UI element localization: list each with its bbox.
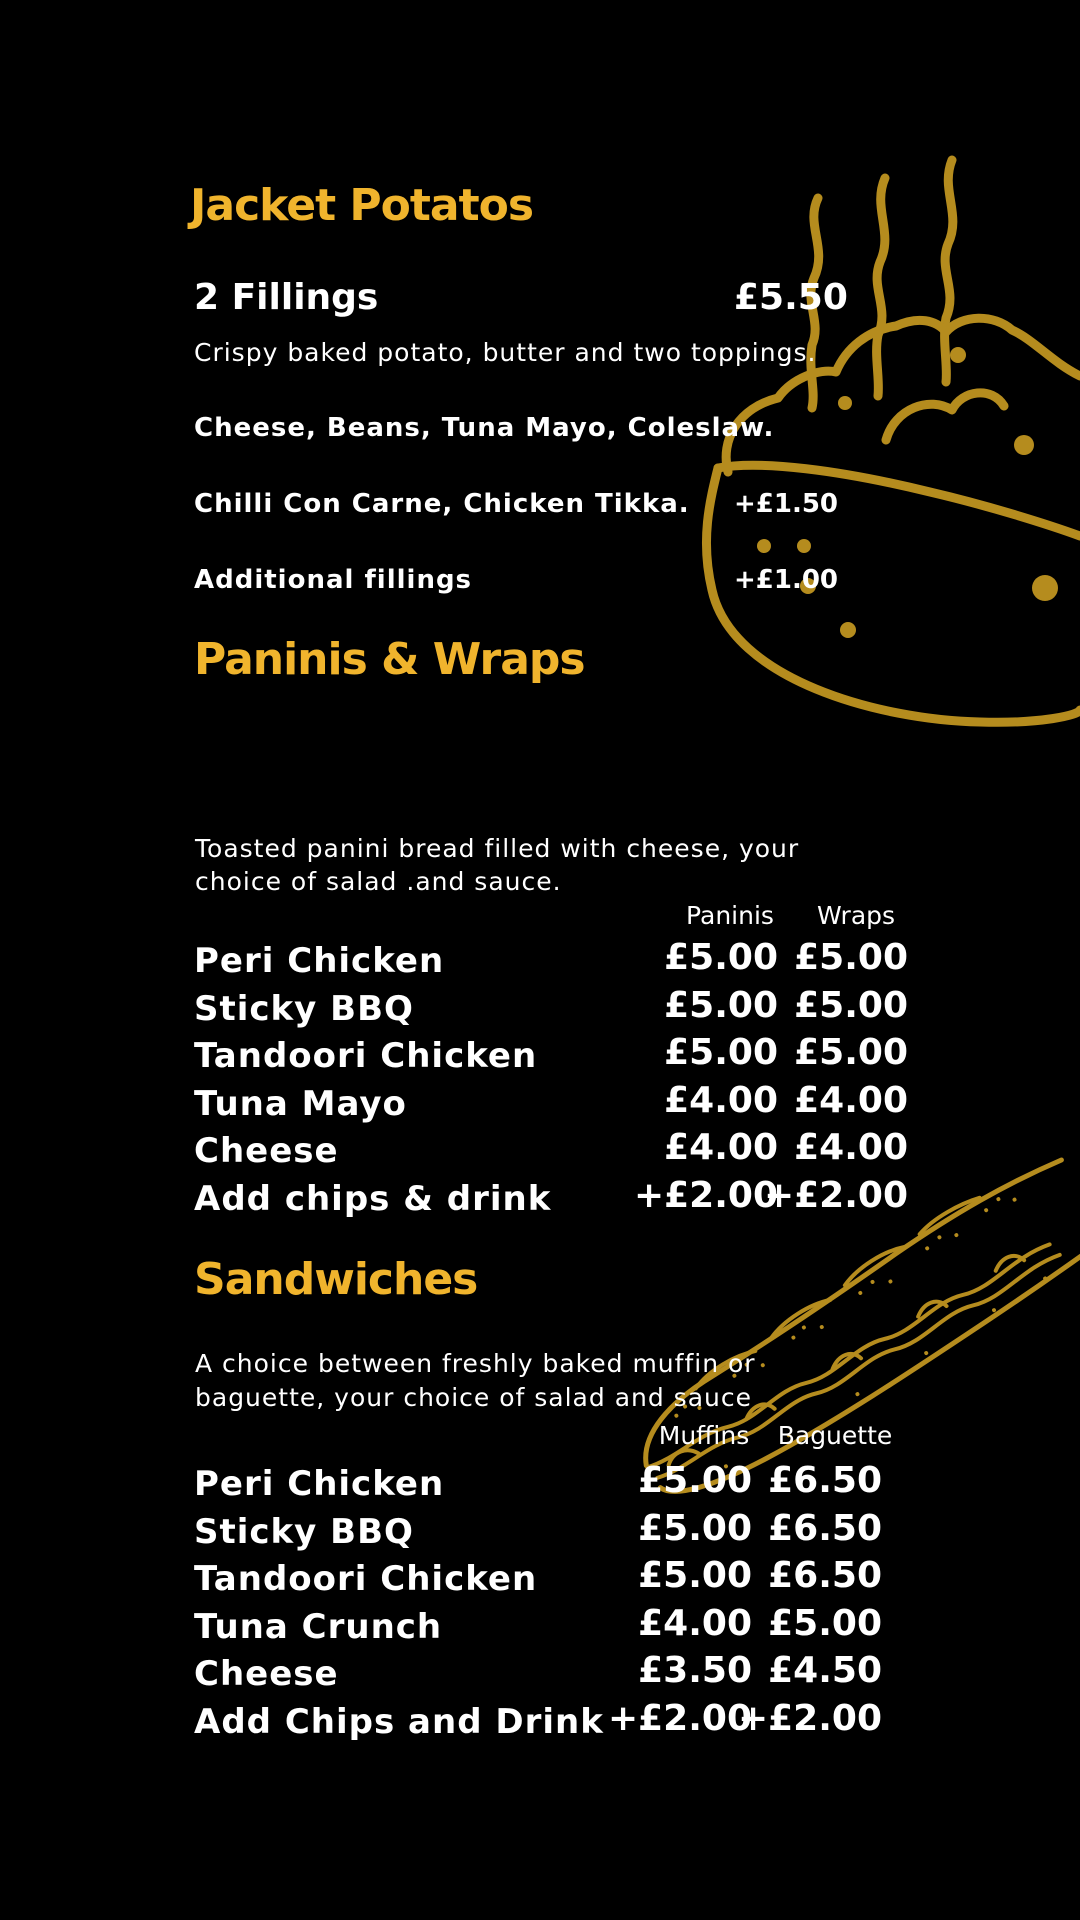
jacket-item-price: £5.50 <box>734 277 848 318</box>
paninis-description-line1: Toasted panini bread filled with cheese, your <box>195 834 800 863</box>
menu-item-name: Tandoori Chicken <box>194 1559 538 1599</box>
sandwiches-col1-header: Muffins <box>658 1421 750 1450</box>
sandwiches-section-title: Sandwiches <box>194 1254 478 1305</box>
menu-item-price-wrap: £4.00 <box>794 1127 908 1168</box>
menu-item-price-panini: £5.00 <box>664 984 778 1026</box>
menu-item-price-wrap: £5.00 <box>794 984 908 1026</box>
sandwiches-description-line1: A choice between freshly baked muffin or <box>195 1349 756 1378</box>
jacket-premium-fillings: Chilli Con Carne, Chicken Tikka. <box>194 489 690 519</box>
menu-item-price-panini: £5.00 <box>664 1032 778 1073</box>
menu-item-name: Peri Chicken <box>194 941 445 981</box>
menu-item-price-muffin: £5.00 <box>638 1460 752 1501</box>
menu-item-price-wrap: +£2.00 <box>763 1174 908 1216</box>
menu-item-price-panini: £5.00 <box>664 937 778 978</box>
menu-item-price-baguette: £6.50 <box>768 1507 882 1549</box>
menu-item-price-wrap: £5.00 <box>794 937 908 978</box>
menu-item-name: Tuna Crunch <box>194 1606 443 1647</box>
jacket-section-title: Jacket Potatos <box>190 180 534 231</box>
menu-item-price-muffin: £3.50 <box>638 1650 752 1691</box>
jacket-fillings-list: Cheese, Beans, Tuna Mayo, Coleslaw. <box>194 413 775 443</box>
paninis-col2-header: Wraps <box>816 901 896 930</box>
menu-item-price-panini: +£2.00 <box>633 1174 778 1216</box>
menu-item-price-muffin: £4.00 <box>638 1602 752 1644</box>
menu-item-name: Cheese <box>194 1654 339 1694</box>
menu-item-price-baguette: £5.00 <box>768 1602 882 1644</box>
menu-item-name: Cheese <box>194 1131 339 1171</box>
jacket-additional-label: Additional fillings <box>194 565 473 595</box>
menu-item-price-muffin: £5.00 <box>638 1555 752 1596</box>
jacket-premium-price: +£1.50 <box>734 489 839 519</box>
jacket-description: Crispy baked potato, butter and two toppings. <box>194 338 817 367</box>
menu-item-name: Add Chips and Drink <box>194 1701 604 1742</box>
menu-item-name: Sticky BBQ <box>194 1511 414 1552</box>
sandwiches-description-line2: baguette, your choice of salad and sauce <box>195 1383 752 1412</box>
menu-item-price-panini: £4.00 <box>664 1079 778 1121</box>
menu-item-price-muffin: £5.00 <box>638 1507 752 1549</box>
sandwiches-col2-header: Baguette <box>777 1421 893 1450</box>
menu-item-name: Add chips & drink <box>194 1178 552 1219</box>
menu-item-price-baguette: £6.50 <box>768 1460 882 1501</box>
jacket-additional-price: +£1.00 <box>734 565 839 595</box>
jacket-item-name: 2 Fillings <box>194 277 379 318</box>
menu-item-price-baguette: £6.50 <box>768 1555 882 1596</box>
paninis-section-title: Paninis & Wraps <box>194 634 585 685</box>
menu-item-name: Tuna Mayo <box>194 1083 407 1124</box>
menu-item-price-muffin: +£2.00 <box>607 1697 752 1739</box>
paninis-col1-header: Paninis <box>686 901 774 930</box>
menu-item-price-wrap: £4.00 <box>794 1079 908 1121</box>
menu-item-name: Peri Chicken <box>194 1464 445 1504</box>
menu-item-name: Sticky BBQ <box>194 988 414 1029</box>
menu-item-price-baguette: £4.50 <box>768 1650 882 1691</box>
menu-item-name: Tandoori Chicken <box>194 1036 538 1076</box>
menu-item-price-wrap: £5.00 <box>794 1032 908 1073</box>
menu-item-price-panini: £4.00 <box>664 1127 778 1168</box>
paninis-description-line2: choice of salad .and sauce. <box>195 867 562 896</box>
menu-item-price-baguette: +£2.00 <box>737 1697 882 1739</box>
